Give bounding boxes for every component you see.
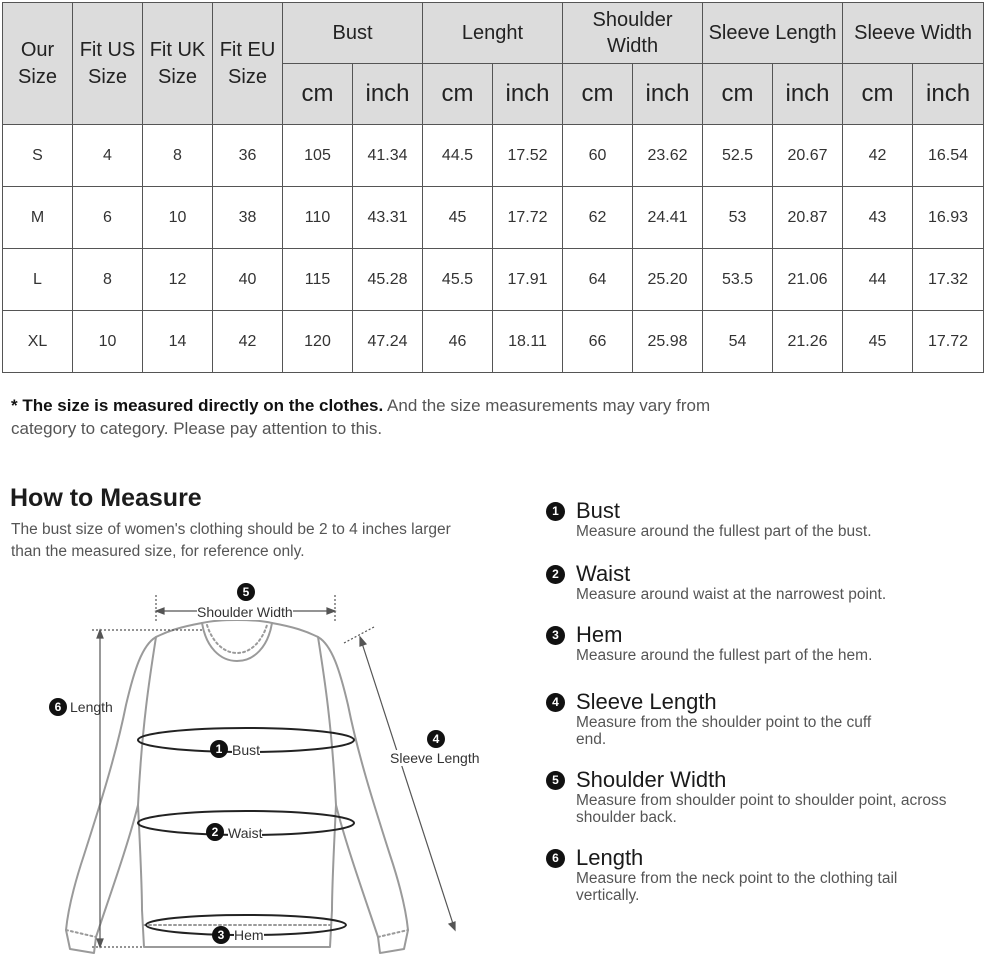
waist-label: Waist	[228, 825, 263, 841]
table-cell: 45	[423, 187, 493, 249]
unit-inch: inch	[773, 64, 843, 125]
header-fit-eu	[213, 3, 283, 125]
table-cell: 20.67	[773, 125, 843, 187]
number-badge-2: 2	[206, 823, 224, 841]
size-note-bold: * The size is measured directly on the clothes.	[11, 396, 384, 415]
header-length: Lenght	[423, 3, 563, 64]
sweater-illustration	[30, 575, 500, 958]
sweater-diagram	[30, 575, 500, 958]
table-cell: 45.28	[353, 249, 423, 311]
bust-label: Bust	[232, 742, 261, 758]
number-badge-1: 1	[210, 740, 228, 758]
header-fit-us	[73, 3, 143, 125]
table-cell: 44	[843, 249, 913, 311]
table-cell: 41.34	[353, 125, 423, 187]
number-badge-6: 6	[546, 849, 565, 868]
table-cell: 17.32	[913, 249, 984, 311]
table-cell: 16.54	[913, 125, 984, 187]
table-cell: 21.06	[773, 249, 843, 311]
legend-title: Length	[576, 845, 644, 870]
header-sleeve-width: Sleeve Width	[843, 3, 984, 64]
table-cell: 25.98	[633, 311, 703, 373]
how-to-measure-title: How to Measure	[10, 484, 202, 512]
legend-description: Measure from the neck point to the clothing tail vertically.	[576, 870, 898, 904]
table-cell: 62	[563, 187, 633, 249]
table-cell: 16.93	[913, 187, 984, 249]
table-cell: 6	[73, 187, 143, 249]
legend-description: Measure from the shoulder point to the cuff end.	[576, 714, 872, 748]
number-badge-3: 3	[212, 926, 230, 944]
legend-title: Waist	[576, 561, 631, 586]
number-badge-5: 5	[237, 583, 255, 601]
table-cell: 12	[143, 249, 213, 311]
table-cell: 54	[703, 311, 773, 373]
header-line: Size	[158, 65, 197, 88]
number-badge-4: 4	[546, 693, 565, 712]
legend-description: Measure around waist at the narrowest point.	[576, 586, 887, 603]
table-cell: 38	[213, 187, 283, 249]
table-cell: 52.5	[703, 125, 773, 187]
table-cell: 23.62	[633, 125, 703, 187]
number-badge-4: 4	[427, 730, 445, 748]
unit-inch: inch	[913, 64, 984, 125]
table-cell: 43.31	[353, 187, 423, 249]
number-badge-6: 6	[49, 698, 67, 716]
number-badge-5: 5	[546, 771, 565, 790]
table-cell: 8	[73, 249, 143, 311]
unit-cm: cm	[563, 64, 633, 125]
shoulder-width-label: Shoulder Width	[197, 604, 293, 620]
unit-cm: cm	[423, 64, 493, 125]
header-fit-uk	[143, 3, 213, 125]
table-cell: 53.5	[703, 249, 773, 311]
table-cell: 64	[563, 249, 633, 311]
table-row	[3, 249, 984, 311]
unit-cm: cm	[843, 64, 913, 125]
legend-description: Measure around the fullest part of the hem.	[576, 647, 873, 664]
table-cell: 40	[213, 249, 283, 311]
length-label: Length	[70, 699, 113, 715]
sleeve-length-label: Sleeve Length	[390, 750, 480, 766]
table-cell: 53	[703, 187, 773, 249]
table-cell: 120	[283, 311, 353, 373]
table-cell: 10	[143, 187, 213, 249]
table-cell: 46	[423, 311, 493, 373]
header-line: Width	[606, 35, 659, 57]
table-cell: 110	[283, 187, 353, 249]
number-badge-1: 1	[546, 502, 565, 521]
legend-description: Measure from shoulder point to shoulder point, across shoulder back.	[576, 792, 947, 826]
table-cell: 17.72	[493, 187, 563, 249]
legend-title: Sleeve Length	[576, 689, 717, 714]
header-line: Our	[20, 38, 55, 61]
header-line: Fit US	[79, 38, 136, 61]
table-cell: 18.11	[493, 311, 563, 373]
header-bust: Bust	[283, 3, 423, 64]
table-row	[3, 311, 984, 373]
table-cell: 60	[563, 125, 633, 187]
legend-title: Hem	[576, 622, 623, 647]
table-cell: 25.20	[633, 249, 703, 311]
legend-title: Bust	[576, 498, 621, 523]
sweater-collar	[202, 623, 272, 661]
unit-cm: cm	[283, 64, 353, 125]
header-line: Shoulder	[592, 9, 673, 31]
table-cell: 8	[143, 125, 213, 187]
table-cell: 14	[143, 311, 213, 373]
table-cell: 24.41	[633, 187, 703, 249]
header-line: Size	[18, 65, 57, 88]
table-cell: 105	[283, 125, 353, 187]
table-cell: S	[3, 125, 73, 187]
table-cell: 10	[73, 311, 143, 373]
how-to-measure-description: The bust size of women's clothing should be 2 to 4 inches larger than the measured size, for reference only.	[11, 521, 451, 560]
table-cell: M	[3, 187, 73, 249]
legend-title: Shoulder Width	[576, 767, 727, 792]
legend-description: Measure around the fullest part of the bust.	[576, 523, 872, 540]
header-line: Size	[88, 65, 127, 88]
header-our-size	[3, 3, 73, 125]
header-line: Fit UK	[149, 38, 206, 61]
size-note-text: And the size measurements may vary from category to category. Please pay attention to this.	[11, 396, 711, 438]
table-cell: 20.87	[773, 187, 843, 249]
table-body	[3, 125, 984, 373]
table-cell: 42	[213, 311, 283, 373]
hem-label: Hem	[234, 927, 264, 943]
unit-inch: inch	[493, 64, 563, 125]
header-line: Fit EU	[219, 38, 276, 61]
table-cell: 17.91	[493, 249, 563, 311]
table-cell: 42	[843, 125, 913, 187]
table-cell: 17.72	[913, 311, 984, 373]
table-cell: 44.5	[423, 125, 493, 187]
table-cell: XL	[3, 311, 73, 373]
unit-cm: cm	[703, 64, 773, 125]
number-badge-3: 3	[546, 626, 565, 645]
table-cell: 43	[843, 187, 913, 249]
sweater-outline	[66, 623, 408, 953]
table-cell: 45	[843, 311, 913, 373]
table-cell: 66	[563, 311, 633, 373]
table-cell: 21.26	[773, 311, 843, 373]
header-shoulder-width	[563, 3, 703, 64]
table-cell: 45.5	[423, 249, 493, 311]
table-cell: 4	[73, 125, 143, 187]
unit-inch: inch	[633, 64, 703, 125]
table-row	[3, 125, 984, 187]
table-header	[3, 3, 984, 125]
size-note	[11, 394, 771, 440]
header-sleeve-length: Sleeve Length	[703, 3, 843, 64]
unit-inch: inch	[353, 64, 423, 125]
size-chart-table	[2, 2, 984, 373]
table-cell: 47.24	[353, 311, 423, 373]
table-cell: 36	[213, 125, 283, 187]
header-line: Size	[228, 65, 267, 88]
number-badge-2: 2	[546, 565, 565, 584]
table-cell: L	[3, 249, 73, 311]
table-cell: 17.52	[493, 125, 563, 187]
table-row	[3, 187, 984, 249]
table-cell: 115	[283, 249, 353, 311]
